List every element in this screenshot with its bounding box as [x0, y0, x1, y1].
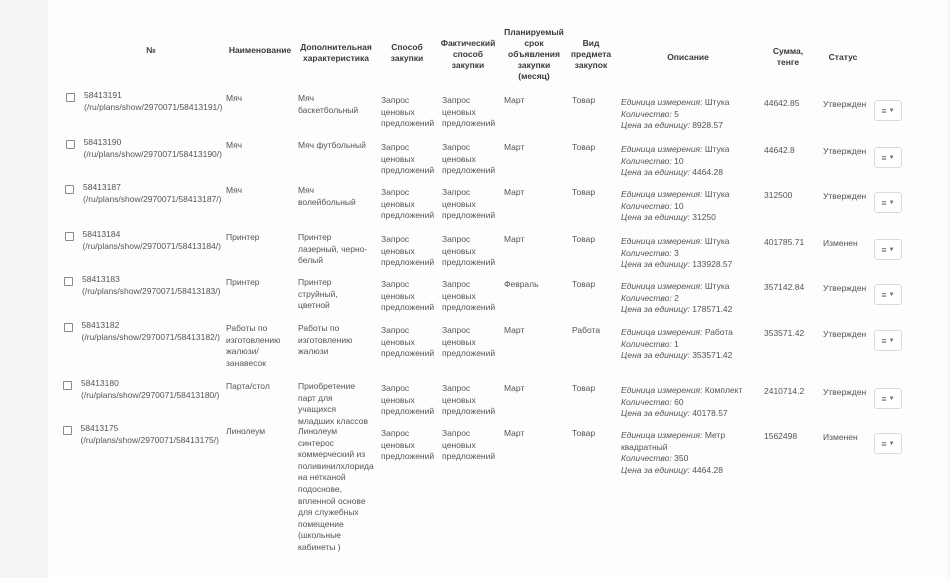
row-subject: Товар [572, 95, 596, 105]
row-sum: 2410714.2 [764, 386, 805, 396]
row-status: Утвержден [823, 329, 867, 339]
row-actual: Запрос ценовых предложений [442, 325, 496, 359]
desc-qty-label: Количество: [621, 108, 675, 119]
row-name: Парта/стол [226, 381, 270, 391]
row-method: Запрос ценовых предложений [381, 142, 435, 176]
row-id-link[interactable] [82, 274, 232, 297]
desc-qty-value: 3 [674, 247, 679, 258]
row-name: Мяч [226, 185, 243, 195]
caret-down-icon: ▼ [888, 291, 895, 298]
row-description [621, 236, 761, 271]
row-name: Мяч [226, 93, 243, 103]
caret-down-icon: ▼ [888, 440, 895, 447]
row-sum: 44642.85 [764, 98, 800, 108]
row-status: Утвержден [823, 146, 867, 156]
row-subject: Товар [572, 187, 596, 197]
desc-price-value: 133928.57 [692, 259, 733, 270]
desc-price [621, 212, 761, 224]
row-actions-button[interactable] [874, 433, 902, 454]
desc-price-value: 4464.28 [692, 167, 723, 178]
desc-price-label: Цена за единицу: [621, 464, 693, 475]
row-actual: Запрос ценовых предложений [442, 95, 496, 129]
caret-down-icon: ▼ [888, 107, 895, 114]
row-checkbox[interactable] [64, 323, 73, 332]
desc-qty [621, 248, 761, 260]
caret-down-icon: ▼ [888, 337, 895, 344]
row-link: (/ru/plans/show/2970071/58413183/) [82, 285, 221, 296]
desc-qty [621, 156, 761, 168]
desc-unit-value: Штука [704, 144, 730, 154]
row-method: Запрос ценовых предложений [381, 279, 435, 313]
header-status: Статус [828, 52, 858, 62]
row-actual: Запрос ценовых предложений [442, 187, 496, 221]
row-extra: Приобретение парт для учащихся младших классов [298, 381, 369, 426]
row-sum: 312500 [764, 190, 793, 200]
row-link: (/ru/plans/show/2970071/58413175/) [80, 434, 219, 445]
row-id: 58413190 [83, 137, 122, 147]
desc-price-value: 4464.28 [692, 464, 723, 475]
row-month: Март [504, 95, 525, 105]
row-sum: 353571.42 [764, 328, 805, 338]
row-id-link[interactable] [82, 320, 232, 343]
menu-icon: ≡ [881, 438, 887, 449]
desc-qty-label: Количество: [621, 200, 675, 211]
row-actual: Запрос ценовых предложений [442, 234, 496, 268]
row-link: (/ru/plans/show/2970071/58413190/) [83, 148, 222, 159]
desc-unit [621, 97, 761, 109]
row-extra: Принтер струйный, цветной [298, 277, 338, 311]
desc-qty-value: 1 [674, 338, 679, 349]
menu-icon: ≡ [881, 393, 887, 404]
row-description [621, 385, 761, 420]
desc-qty-label: Количество: [621, 453, 675, 464]
row-extra: Принтер лазерный, черно-белый [298, 232, 368, 266]
desc-price-label: Цена за единицу: [621, 167, 693, 178]
row-id: 58413191 [84, 90, 122, 100]
desc-unit [621, 430, 761, 453]
header-method: Способ закупки [390, 42, 424, 63]
desc-price-label: Цена за единицу: [621, 120, 693, 131]
desc-unit [621, 385, 761, 397]
row-checkbox[interactable] [64, 277, 73, 286]
row-month: Март [504, 325, 525, 335]
desc-qty-label: Количество: [621, 338, 675, 349]
menu-icon: ≡ [881, 105, 887, 116]
row-link: (/ru/plans/show/2970071/58413187/) [83, 193, 222, 204]
desc-unit [621, 281, 761, 293]
menu-icon: ≡ [881, 289, 887, 300]
desc-price [621, 465, 761, 477]
row-subject: Товар [572, 234, 596, 244]
desc-price-label: Цена за единицу: [621, 259, 693, 270]
caret-down-icon: ▼ [888, 199, 895, 206]
desc-unit [621, 236, 761, 248]
caret-down-icon: ▼ [888, 395, 895, 402]
row-description [621, 281, 761, 316]
desc-price-value: 8928.57 [692, 120, 723, 131]
desc-unit-label: Единица измерения: [621, 281, 705, 291]
row-id: 58413187 [83, 182, 121, 192]
desc-price-value: 353571.42 [692, 350, 733, 361]
desc-price [621, 259, 761, 271]
row-sum: 44642.8 [764, 145, 795, 155]
row-status: Утвержден [823, 99, 867, 109]
menu-icon: ≡ [881, 197, 887, 208]
row-extra: Мяч футбольный [298, 140, 366, 150]
desc-price-label: Цена за единицу: [621, 350, 693, 361]
desc-unit [621, 327, 761, 339]
desc-price-label: Цена за единицу: [621, 212, 693, 223]
row-subject: Работа [572, 325, 601, 335]
menu-icon: ≡ [881, 152, 887, 163]
row-id: 58413182 [81, 320, 120, 330]
menu-icon: ≡ [881, 335, 887, 346]
row-month: Март [504, 187, 525, 197]
desc-unit-value: Метр квадратный [621, 430, 726, 452]
row-status: Изменен [823, 432, 858, 442]
row-actual: Запрос ценовых предложений [442, 428, 496, 462]
desc-unit-value: Комплект [704, 385, 743, 395]
row-month: Март [504, 428, 525, 438]
desc-price [621, 304, 761, 316]
row-description [621, 144, 761, 179]
row-status: Утвержден [823, 283, 867, 293]
desc-qty-value: 5 [674, 108, 679, 119]
row-link: (/ru/plans/show/2970071/58413191/) [84, 101, 223, 112]
row-id-link[interactable] [83, 229, 233, 252]
row-id: 58413184 [82, 229, 121, 239]
row-subject: Товар [572, 142, 596, 152]
row-method: Запрос ценовых предложений [381, 428, 435, 462]
row-name: Принтер [226, 277, 260, 287]
row-id-link[interactable] [81, 423, 231, 446]
row-description [621, 97, 761, 132]
row-name: Линолеум [226, 426, 266, 436]
header-num: № [146, 45, 156, 55]
row-sum: 357142.84 [764, 282, 805, 292]
desc-qty-value: 2 [674, 292, 679, 303]
row-method: Запрос ценовых предложений [381, 95, 435, 129]
row-month: Март [504, 383, 525, 393]
row-month: Март [504, 142, 525, 152]
desc-qty [621, 201, 761, 213]
row-description [621, 327, 761, 362]
row-link: (/ru/plans/show/2970071/58413180/) [81, 389, 220, 400]
row-checkbox[interactable] [66, 93, 75, 102]
desc-price [621, 408, 761, 420]
row-id: 58413183 [82, 274, 120, 284]
row-method: Запрос ценовых предложений [381, 187, 435, 221]
row-actions-button[interactable] [874, 100, 902, 121]
row-sum: 401785.71 [764, 237, 805, 247]
row-method: Запрос ценовых предложений [381, 325, 435, 359]
row-actions-button[interactable] [874, 192, 902, 213]
row-month: Февраль [504, 279, 539, 289]
desc-unit-label: Единица измерения: [621, 236, 705, 246]
desc-qty-value: 60 [674, 396, 684, 407]
row-id-link[interactable] [83, 182, 233, 205]
row-description [621, 430, 761, 476]
desc-qty-value: 10 [674, 200, 684, 211]
desc-price [621, 120, 761, 132]
header-actual: Фактический способ закупки [440, 38, 496, 70]
row-month: Март [504, 234, 525, 244]
row-extra: Линолеум синтерос коммерческий из поливинилхлорида на нетканой подоснове, впленной основе для служебных помещение (школьные кабинеты ) [298, 426, 374, 552]
row-actions-button[interactable] [874, 388, 902, 409]
row-status: Утвержден [823, 387, 867, 397]
row-id: 58413180 [81, 378, 119, 388]
row-extra: Мяч баскетбольный [298, 93, 359, 115]
desc-qty-label: Количество: [621, 247, 675, 258]
row-checkbox[interactable] [65, 232, 74, 241]
row-id-link[interactable] [81, 378, 231, 401]
desc-price [621, 350, 761, 362]
row-actual: Запрос ценовых предложений [442, 279, 496, 313]
header-subject: Вид предмета закупок [570, 38, 612, 70]
desc-unit-label: Единица измерения: [621, 144, 705, 154]
desc-qty [621, 293, 761, 305]
row-actions-button[interactable] [874, 147, 902, 168]
desc-unit-label: Единица измерения: [621, 327, 705, 337]
caret-down-icon: ▼ [888, 154, 895, 161]
row-link: (/ru/plans/show/2970071/58413184/) [82, 240, 221, 251]
desc-unit-label: Единица измерения: [621, 430, 705, 440]
row-actions-button[interactable] [874, 239, 902, 260]
row-extra: Мяч волейбольный [298, 185, 356, 207]
row-actions-button[interactable] [874, 284, 902, 305]
desc-price-label: Цена за единицу: [621, 408, 693, 419]
caret-down-icon: ▼ [888, 246, 895, 253]
row-link: (/ru/plans/show/2970071/58413182/) [81, 331, 220, 342]
desc-unit-value: Штука [704, 189, 730, 199]
row-method: Запрос ценовых предложений [381, 383, 435, 417]
desc-qty-label: Количество: [621, 396, 675, 407]
row-name: Принтер [226, 232, 260, 242]
purchase-plan-table [48, 0, 948, 578]
row-method: Запрос ценовых предложений [381, 234, 435, 268]
header-extra: Дополнительная характеристика [300, 42, 372, 63]
desc-price-value: 31250 [692, 212, 716, 223]
row-actions-button[interactable] [874, 330, 902, 351]
desc-price-value: 40178.57 [692, 408, 728, 419]
row-checkbox[interactable] [65, 185, 74, 194]
desc-qty-label: Количество: [621, 155, 675, 166]
desc-qty-value: 10 [674, 155, 684, 166]
row-actual: Запрос ценовых предложений [442, 142, 496, 176]
row-status: Утвержден [823, 191, 867, 201]
header-sum: Сумма, тенге [772, 46, 804, 67]
desc-qty-value: 350 [674, 453, 689, 464]
desc-unit-label: Единица измерения: [621, 189, 705, 199]
header-name: Наименование [228, 45, 292, 55]
header-description: Описание [667, 52, 709, 62]
row-subject: Товар [572, 383, 596, 393]
row-description [621, 189, 761, 224]
desc-qty [621, 109, 761, 121]
desc-unit-value: Работа [704, 327, 733, 337]
desc-unit [621, 189, 761, 201]
desc-qty [621, 453, 761, 465]
row-id-link[interactable] [84, 137, 234, 160]
row-checkbox[interactable] [66, 140, 75, 149]
desc-qty [621, 397, 761, 409]
row-actual: Запрос ценовых предложений [442, 383, 496, 417]
header-planned: Планируемый срок объявления закупки (месяц) [504, 27, 564, 81]
row-subject: Товар [572, 428, 596, 438]
row-id: 58413175 [80, 423, 119, 433]
row-subject: Товар [572, 279, 596, 289]
row-id-link[interactable] [84, 90, 234, 113]
desc-unit-value: Штука [704, 236, 730, 246]
desc-price-label: Цена за единицу: [621, 304, 693, 315]
desc-unit-label: Единица измерения: [621, 385, 705, 395]
row-status: Изменен [823, 238, 858, 248]
row-name: Мяч [226, 140, 243, 150]
desc-price-value: 178571.42 [692, 304, 733, 315]
desc-unit-value: Штука [704, 281, 730, 291]
row-checkbox[interactable] [63, 426, 72, 435]
desc-unit-value: Штука [704, 97, 730, 107]
desc-qty [621, 339, 761, 351]
desc-unit-label: Единица измерения: [621, 97, 705, 107]
desc-price [621, 167, 761, 179]
menu-icon: ≡ [881, 244, 887, 255]
row-name: Работы по изготовлению жалюзи/ занавесок [226, 323, 281, 368]
row-checkbox[interactable] [63, 381, 72, 390]
desc-unit [621, 144, 761, 156]
desc-qty-label: Количество: [621, 292, 675, 303]
row-sum: 1562498 [764, 431, 798, 441]
row-extra: Работы по изготовлению жалюзи [298, 323, 353, 357]
